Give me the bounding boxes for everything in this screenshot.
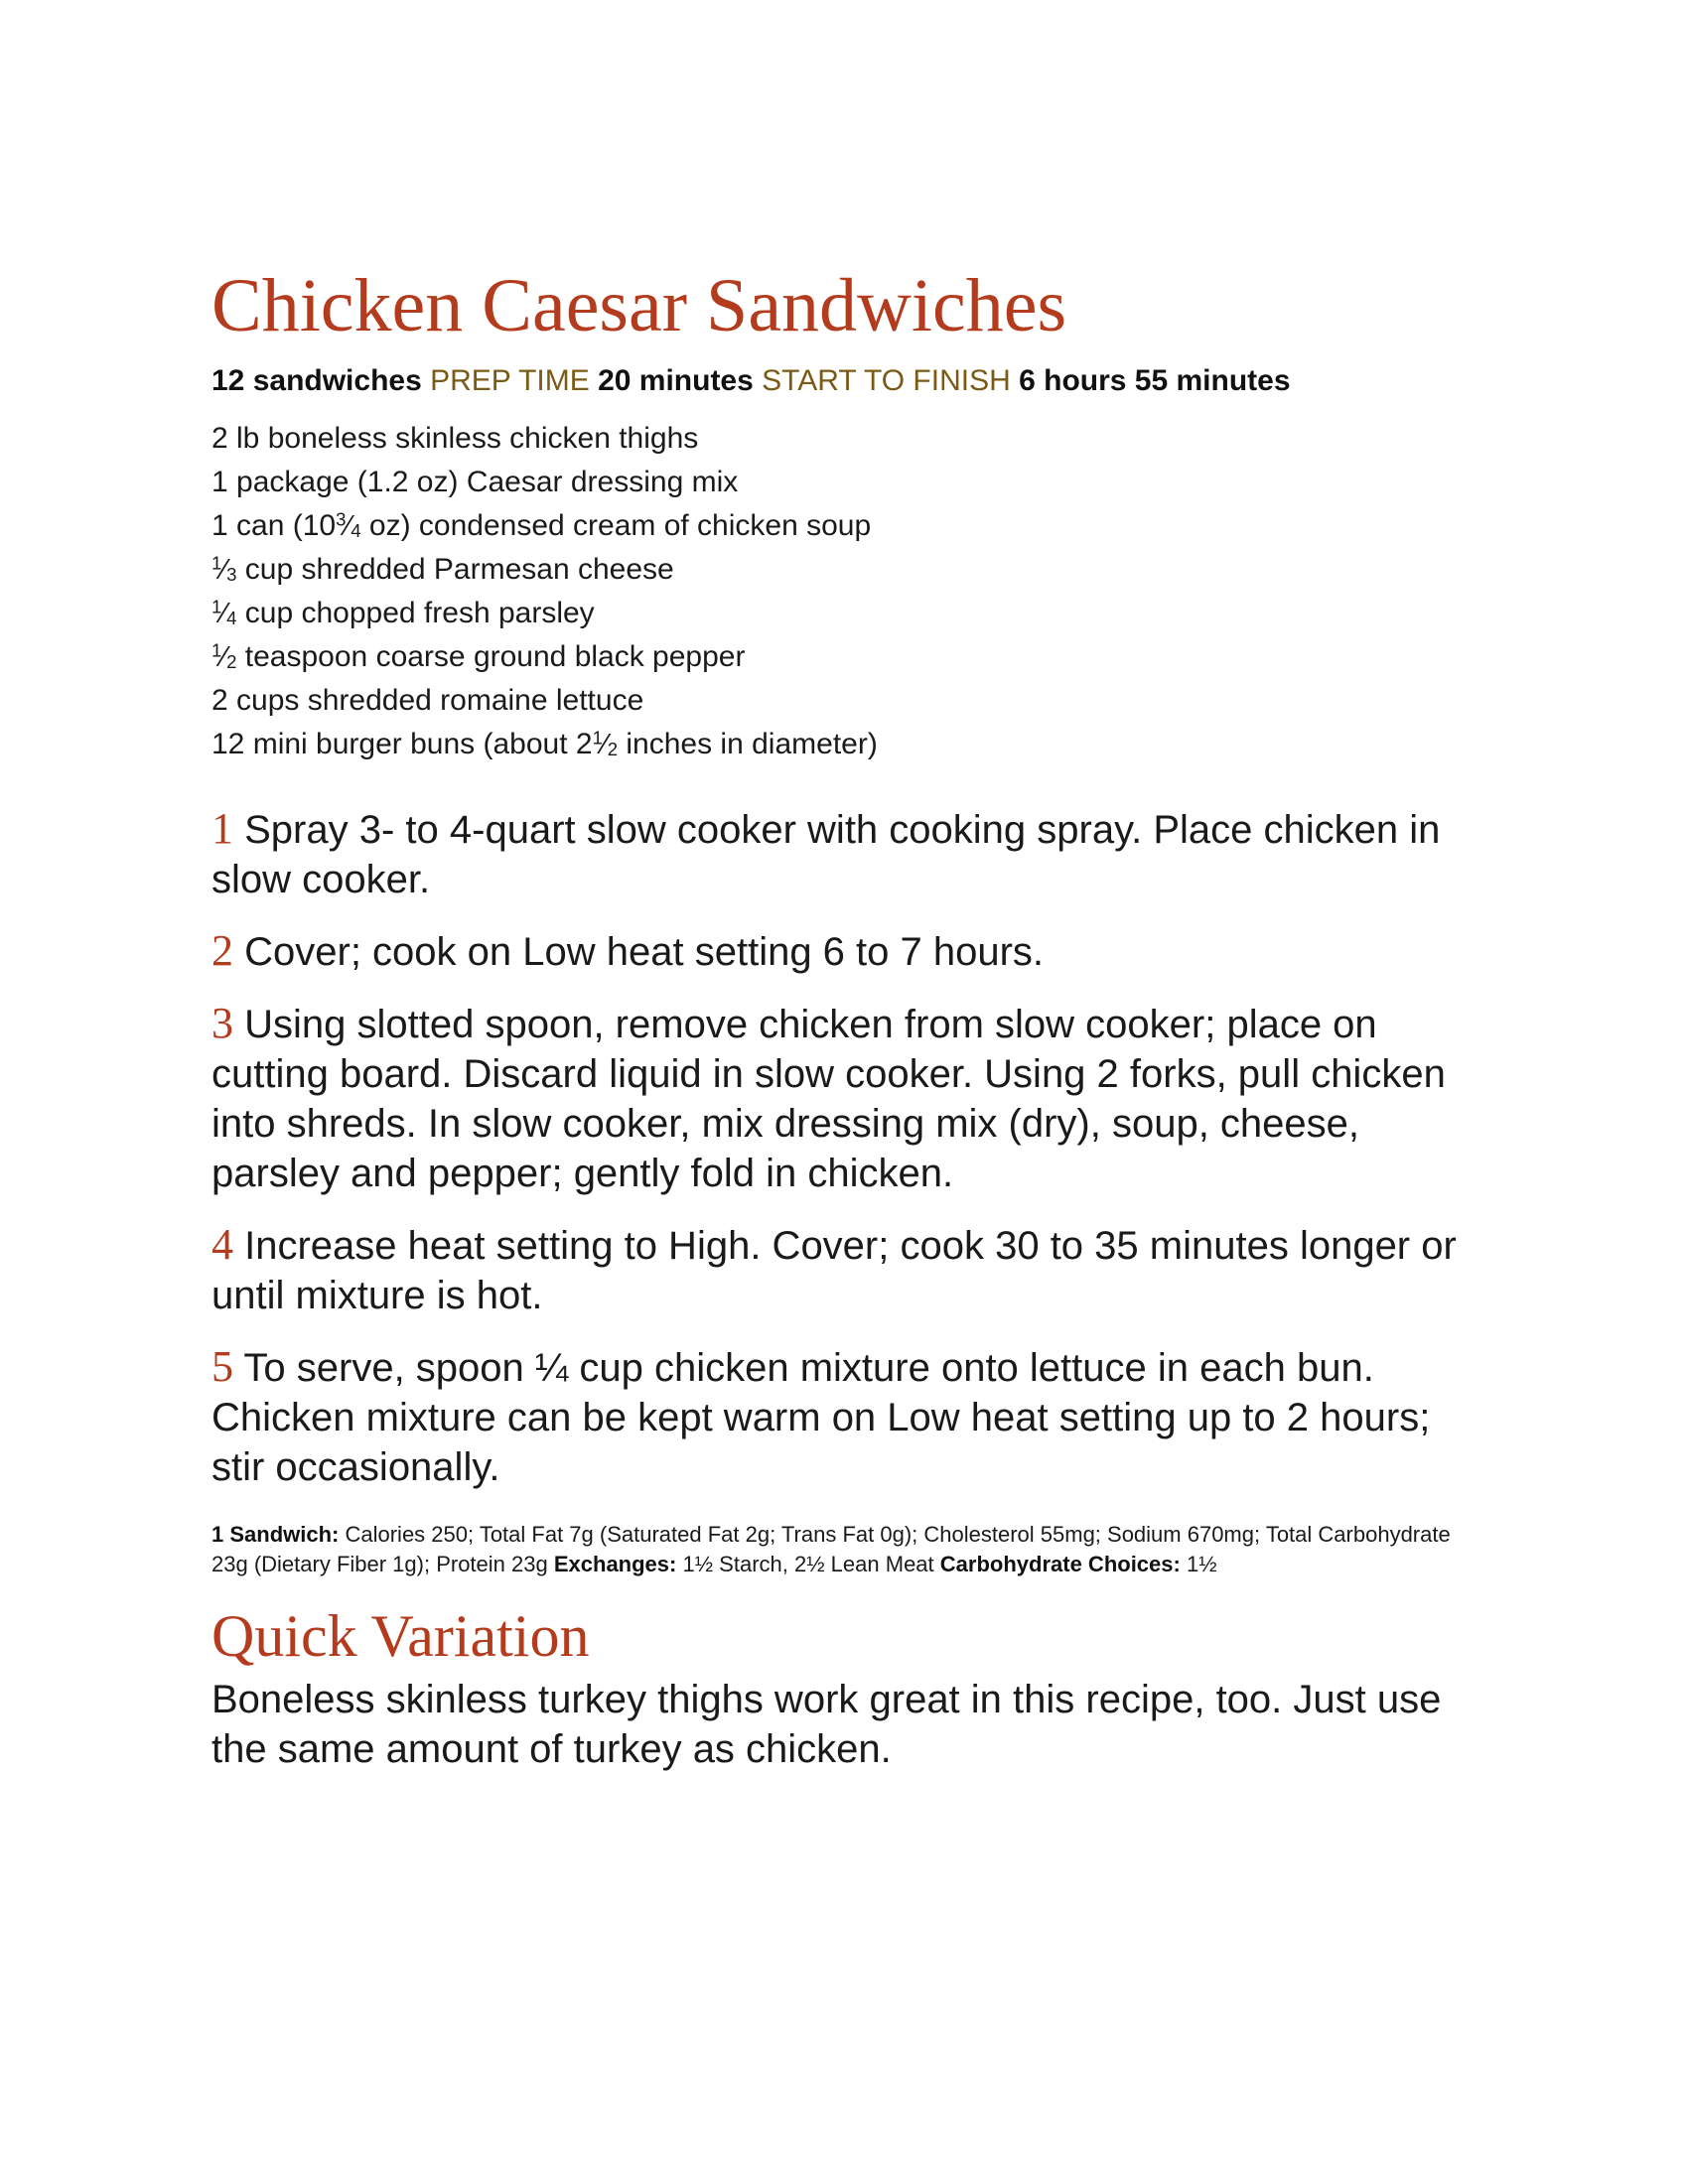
step-text: Increase heat setting to High. Cover; cook 30 to 35 minutes longer or until mixture is hot. bbox=[211, 1224, 1457, 1317]
variation-title: Quick Variation bbox=[211, 1603, 590, 1669]
ingredient-item: 1 package (1.2 oz) Caesar dressing mix bbox=[211, 466, 739, 498]
nutrition-info bbox=[211, 1520, 1482, 1579]
fraction: $^1⁄_2$ bbox=[211, 639, 237, 673]
start-to-finish-label: START TO FINISH bbox=[762, 364, 1011, 397]
yield: 12 sandwiches bbox=[211, 364, 422, 397]
prep-time-label: PREP TIME bbox=[430, 364, 590, 397]
step-text: Using slotted spoon, remove chicken from slow cooker; place on cutting board. Discard liquid in slow cooker. Using 2 forks, pull chicken into shreds. In slow cooker, mix dressing mix (dry), soup, cheese, parsley and pepper; gently fold in chicken. bbox=[211, 1003, 1446, 1195]
serving-text: Calories 250; Total Fat 7g (Saturated Fat 2g; Trans Fat 0g); Cholesterol 55mg; Sodium 670mg; Total Carbohydrate 23g (Dietary Fiber 1g); Protein 23g bbox=[211, 1522, 1451, 1576]
step-1 bbox=[211, 804, 1482, 904]
ingredient-item: 1 can ($10^3⁄_4$ oz) condensed cream of chicken soup bbox=[211, 508, 872, 542]
fraction: $^1⁄_4$ bbox=[211, 596, 237, 629]
ingredient-item: 12 mini burger buns (about $2^1⁄_2$ inches in diameter) bbox=[211, 727, 878, 760]
step-number: 2 bbox=[211, 926, 233, 975]
fraction: $^3⁄_4$ bbox=[336, 508, 361, 542]
step-2 bbox=[211, 926, 1482, 977]
step-4 bbox=[211, 1220, 1482, 1320]
step-3 bbox=[211, 999, 1482, 1198]
step-text: Cover; cook on Low heat setting 6 to 7 hours. bbox=[244, 930, 1045, 974]
recipe-page bbox=[211, 264, 1482, 1774]
step-5 bbox=[211, 1342, 1482, 1492]
serving-label: 1 Sandwich: bbox=[211, 1522, 340, 1547]
variation-text: Boneless skinless turkey thighs work great in this recipe, too. Just use the same amount of turkey as chicken. bbox=[211, 1678, 1442, 1771]
exchanges-text: 1½ Starch, 2½ Lean Meat bbox=[682, 1552, 934, 1576]
step-list bbox=[211, 804, 1482, 1492]
step-text: Spray 3- to 4-quart slow cooker with cooking spray. Place chicken in slow cooker. bbox=[211, 808, 1441, 901]
start-to-finish-value: 6 hours 55 minutes bbox=[1019, 364, 1291, 397]
step-number: 1 bbox=[211, 804, 233, 853]
recipe-title: Chicken Caesar Sandwiches bbox=[211, 264, 1067, 347]
step-number: 3 bbox=[211, 999, 233, 1047]
carb-choices-value: 1½ bbox=[1186, 1552, 1217, 1576]
ingredient-item: $^1⁄_4$ cup chopped fresh parsley bbox=[211, 596, 595, 629]
step-number: 5 bbox=[211, 1342, 233, 1391]
exchanges-label: Exchanges: bbox=[553, 1552, 677, 1576]
ingredient-item: $^1⁄_2$ teaspoon coarse ground black pepper bbox=[211, 639, 746, 673]
ingredient-list bbox=[211, 421, 1482, 762]
step-number: 4 bbox=[211, 1220, 233, 1269]
prep-time-value: 20 minutes bbox=[598, 364, 754, 397]
step-text: To serve, spoon ¼ cup chicken mixture onto lettuce in each bun. Chicken mixture can be kept warm on Low heat setting up to 2 hours; stir occasionally. bbox=[211, 1346, 1431, 1489]
ingredient-item: 2 cups shredded romaine lettuce bbox=[211, 684, 644, 717]
fraction: $^1⁄_3$ bbox=[211, 552, 237, 586]
ingredient-item: 2 lb boneless skinless chicken thighs bbox=[211, 422, 699, 455]
ingredient-item: $^1⁄_3$ cup shredded Parmesan cheese bbox=[211, 552, 674, 586]
recipe-meta bbox=[211, 363, 1482, 399]
fraction: $^1⁄_2$ bbox=[592, 727, 619, 760]
carb-choices-label: Carbohydrate Choices: bbox=[939, 1552, 1181, 1576]
